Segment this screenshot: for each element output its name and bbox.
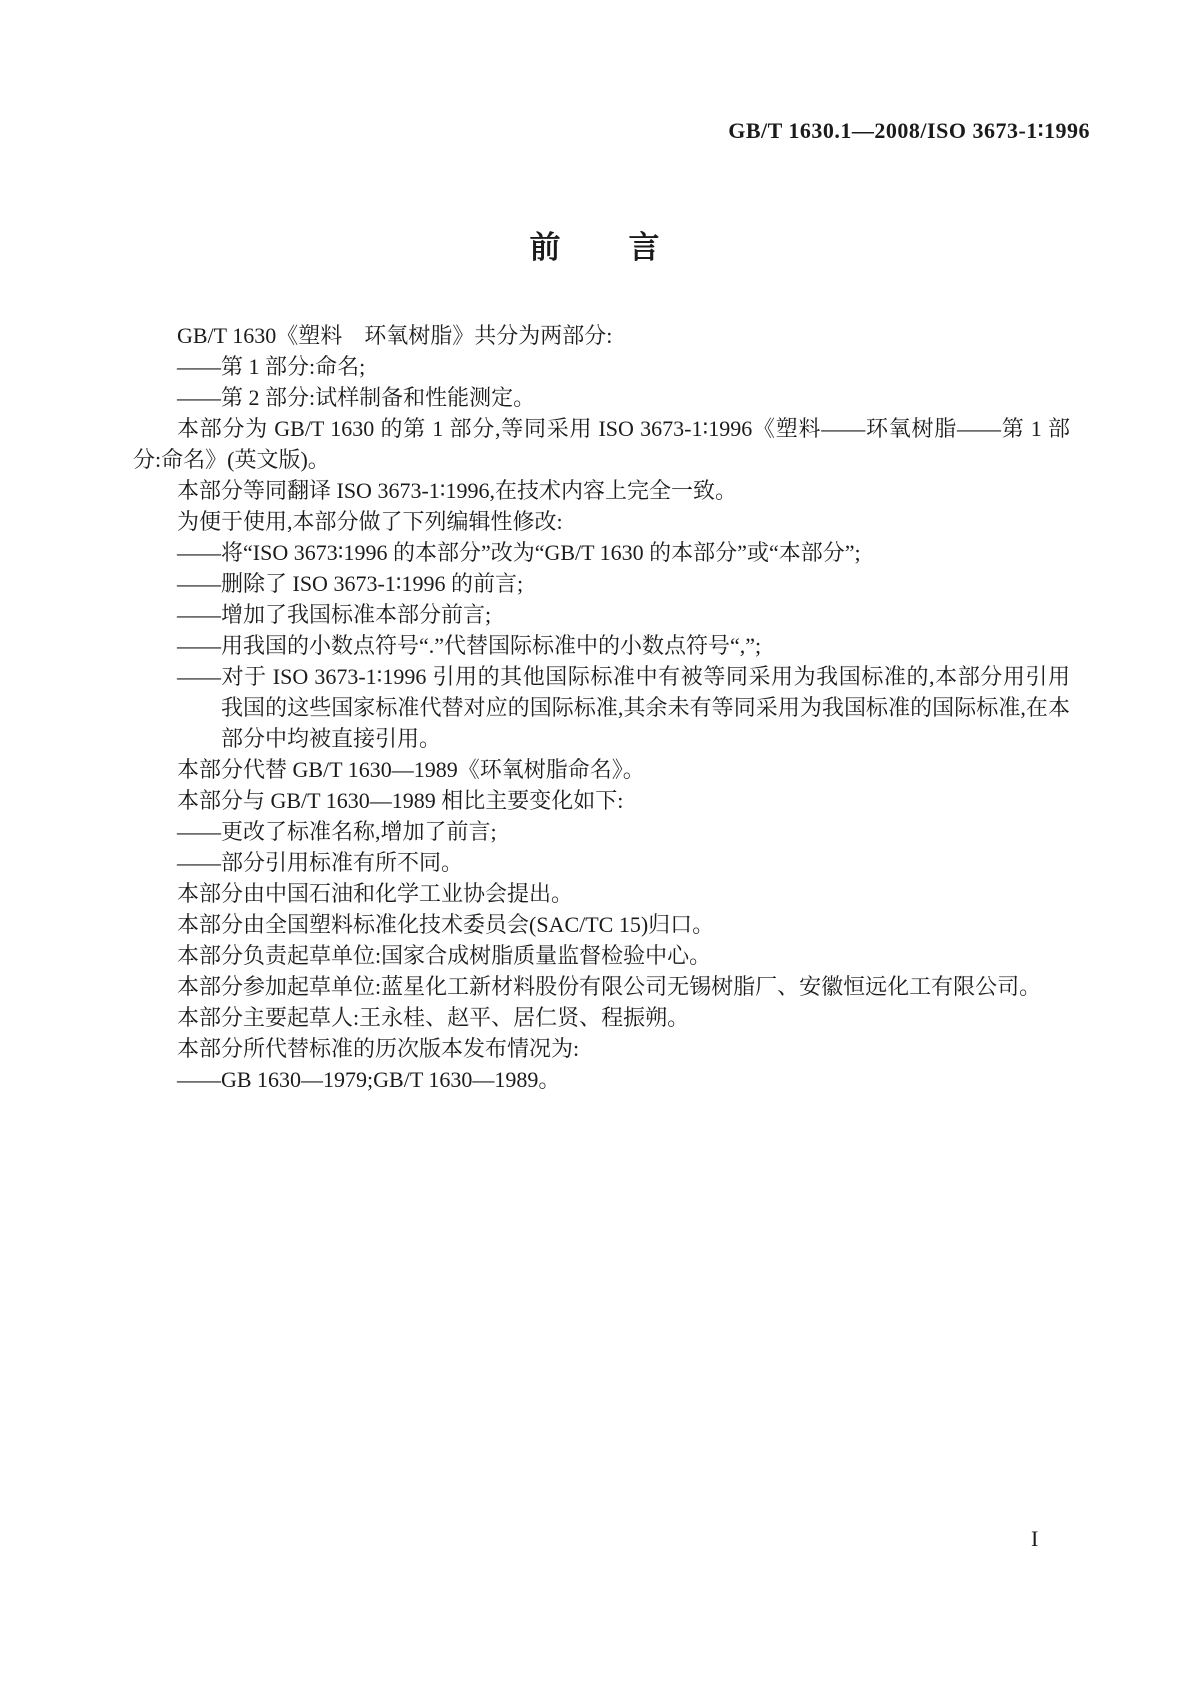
paragraph: 本部分负责起草单位:国家合成树脂质量监督检验中心。 xyxy=(177,943,712,968)
foreword-body xyxy=(133,320,1070,1095)
paragraph: 本部分等同翻译 ISO 3673-1∶1996,在技术内容上完全一致。 xyxy=(177,478,738,503)
page-title: 前 言 xyxy=(529,230,662,265)
paragraph: ——用我国的小数点符号“.”代替国际标准中的小数点符号“,”; xyxy=(177,633,762,658)
paragraph: ——增加了我国标准本部分前言; xyxy=(177,602,492,627)
paragraph: 本部分由全国塑料标准化技术委员会(SAC/TC 15)归口。 xyxy=(177,912,715,937)
paragraph: ——GB 1630—1979;GB/T 1630—1989。 xyxy=(177,1067,561,1092)
paragraph: ——第 2 部分:试样制备和性能测定。 xyxy=(177,385,536,410)
paragraph: 本部分参加起草单位:蓝星化工新材料股份有限公司无锡树脂厂、安徽恒远化工有限公司。 xyxy=(177,974,1042,999)
paragraph: 本部分主要起草人:王永桂、赵平、居仁贤、程振朔。 xyxy=(177,1005,690,1030)
paragraph: ——更改了标准名称,增加了前言; xyxy=(177,819,497,844)
paragraph: 本部分代替 GB/T 1630—1989《环氧树脂命名》。 xyxy=(177,757,645,782)
paragraph: 本部分为 GB/T 1630 的第 1 部分,等同采用 ISO 3673-1∶1996《塑料——环氧树脂——第 1 部分:命名》(英文版)。 xyxy=(133,416,1070,472)
paragraph: ——第 1 部分:命名; xyxy=(177,354,366,379)
paragraph: ——将“ISO 3673∶1996 的本部分”改为“GB/T 1630 的本部分”或“本部分”; xyxy=(177,540,861,565)
paragraph: 为便于使用,本部分做了下列编辑性修改: xyxy=(177,509,563,534)
paragraph: GB/T 1630《塑料 环氧树脂》共分为两部分: xyxy=(177,323,613,348)
paragraph: ——对于 ISO 3673-1∶1996 引用的其他国际标准中有被等同采用为我国标准的,本部分用引用我国的这些国家标准代替对应的国际标准,其余未有等同采用为我国标准的国际标准,在本部分中均被直接引用。 xyxy=(177,664,1070,751)
paragraph: 本部分由中国石油和化学工业协会提出。 xyxy=(177,881,574,906)
page-number: I xyxy=(1031,1526,1039,1551)
paragraph: 本部分与 GB/T 1630—1989 相比主要变化如下: xyxy=(177,788,624,813)
paragraph: 本部分所代替标准的历次版本发布情况为: xyxy=(177,1036,580,1061)
standard-number-header: GB/T 1630.1—2008/ISO 3673-1∶1996 xyxy=(728,118,1090,143)
paragraph: ——删除了 ISO 3673-1∶1996 的前言; xyxy=(177,571,524,596)
paragraph: ——部分引用标准有所不同。 xyxy=(177,850,464,875)
